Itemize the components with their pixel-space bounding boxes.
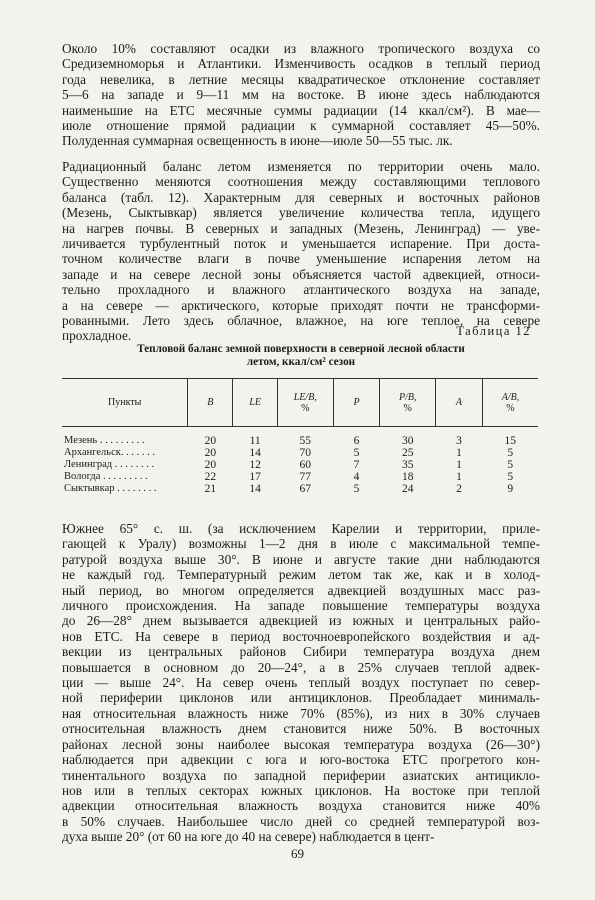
text-line: западе и на севере лесной зоны объясняется частой адвекцией, относи- (62, 266, 540, 282)
cell-pb: 25 (401, 447, 414, 459)
cell-p: 7 (353, 459, 360, 471)
text-line: ная относительная влажность ниже 70% (85%), из них в 30% случаев (62, 705, 540, 721)
cell-pb: 30 (401, 435, 414, 447)
page-number: 69 (291, 846, 304, 861)
header-b: B (188, 379, 233, 427)
cell-b: 20 (204, 435, 217, 447)
cell-ab: 9 (507, 483, 514, 495)
text-line: районах лесной зоны наиболее высокая температура воздуха (26—30°) (62, 736, 540, 752)
text-line: тинентального воздуха по западной периферии азиатских антицикло- (62, 767, 540, 783)
paragraph-precipitation (62, 41, 540, 149)
cell-p: 6 (353, 435, 360, 447)
text-line: на нагрев почвы. В северных и западных (Мезень, Ленинград) — уве- (62, 220, 540, 236)
table-row (62, 447, 538, 459)
cell-a: 3 (456, 435, 462, 447)
text-line: Средиземноморья и Атлантики. Изменчивость осадков в теплый период (62, 56, 540, 72)
table-gap (62, 427, 538, 436)
cell-a: 2 (456, 483, 462, 495)
table-title (62, 343, 540, 369)
text-line: личивается турбулентный поток и уменьшается испарение. При доста- (62, 236, 540, 252)
text-line: повышается в основном до 20—24°, а в 25% случаев теплой адвек- (62, 659, 540, 675)
header-p: P (333, 379, 380, 427)
table-row (62, 483, 538, 495)
paragraph-radiation-balance (62, 159, 540, 344)
header-p-b: P/B, % (380, 379, 435, 427)
cell-p: 4 (353, 471, 360, 483)
cell-leb: 60 (299, 459, 312, 471)
cell-b: 22 (204, 471, 217, 483)
text-line: ратурой воздуха выше 30°. В июне и августе такие дни наблюдаются (62, 551, 540, 567)
cell-le: 14 (249, 447, 261, 459)
text-line: июле отношение прямой радиации к суммарной составляет 45—50%. (62, 118, 540, 134)
cell-place: Сыктывкар . . . . . . . . (64, 483, 157, 494)
text-line: года невелика, в летние месяцы квадратическое отклонение составляет (62, 71, 540, 87)
text-line: духа выше 20° (от 60 на юге до 40 на севере) наблюдается в цент- (62, 829, 435, 845)
table-row (62, 471, 538, 483)
cell-place: Мезень . . . . . . . . . (64, 435, 145, 446)
cell-place: Вологда . . . . . . . . . (64, 471, 148, 482)
text-line: личного происхождения. На западе повышение температуры воздуха (62, 598, 540, 614)
text-line: Существенно меняются соотношения между составляющими теплового (62, 174, 540, 190)
text-line: в 50% случаев. Наибольшее число дней со средней температурой воз- (62, 813, 540, 829)
table-row (62, 435, 538, 447)
heat-balance-table (62, 378, 538, 495)
cell-a: 1 (456, 471, 462, 483)
cell-ab: 5 (507, 459, 514, 471)
header-a: A (435, 379, 482, 427)
cell-leb: 67 (299, 483, 312, 495)
cell-ab: 15 (504, 435, 516, 447)
cell-ab: 5 (507, 471, 514, 483)
cell-leb: 55 (299, 435, 312, 447)
text-line: рованными. Лето здесь облачное, влажное, на юге теплое, на севере (62, 313, 540, 329)
cell-b: 20 (204, 459, 217, 471)
text-line: Около 10% составляют осадки из влажного тропического воздуха со (62, 41, 540, 56)
text-line: ной периферии циклонов или антициклонов. Преобладает минималь- (62, 690, 540, 706)
text-line: гающей к Уралу) возможны 1—2 дня в июле с максимальной темпе- (62, 536, 540, 552)
text-line: до 26—28° днем вызывается адвекцией из южных и центральных райо- (62, 613, 540, 629)
header-le-b: LE/B, % (278, 379, 333, 427)
text-line: Полуденная суммарная освещенность в июне—июле 50—55 тыс. лк. (62, 133, 453, 149)
header-le: LE (233, 379, 278, 427)
cell-p: 5 (353, 447, 360, 459)
table-title-line1: Тепловой баланс земной поверхности в северной лесной области (137, 343, 465, 355)
text-line: наименьшие на ЕТС месячные суммы радиации (14 ккал/см²). В мае— (62, 102, 540, 118)
cell-le: 12 (249, 459, 261, 471)
cell-leb: 70 (299, 447, 312, 459)
cell-p: 5 (353, 483, 360, 495)
cell-pb: 35 (401, 459, 414, 471)
text-line: баланса (табл. 12). Характерным для северных и восточных районов (62, 189, 540, 205)
text-line: векции из центральных районов Сибири температура воздуха днем (62, 644, 540, 660)
text-line: тельно прохладного и влажного атлантического воздуха на западе, (62, 282, 540, 298)
cell-b: 21 (204, 483, 217, 495)
paragraph-temperature (62, 521, 540, 845)
table-number: Таблица 12 (456, 324, 531, 338)
cell-b: 20 (204, 447, 217, 459)
cell-leb: 77 (299, 471, 312, 483)
cell-ab: 5 (507, 447, 514, 459)
cell-place: Ленинград . . . . . . . . (64, 459, 155, 470)
text-line: адвекции относительная влажность воздуха становится ниже 40% (62, 798, 540, 814)
header-a-b: A/B, % (482, 379, 538, 427)
text-line: не каждый год. Температурный режим летом так же, как и в холод- (62, 567, 540, 583)
cell-pb: 24 (401, 483, 414, 495)
cell-le: 11 (249, 435, 261, 447)
text-line: ный период, во многом определяется адвекцией воздушных масс раз- (62, 582, 540, 598)
text-line: нов ЕТС. На севере в период восточноевропейского воздействия и ад- (62, 628, 540, 644)
header-place: Пункты (62, 379, 188, 427)
table-title-line2: летом, ккал/см² сезон (246, 356, 356, 368)
text-line: относительная влажность днем становится ниже 50%. В восточных (62, 721, 540, 737)
text-line: прохладное. (62, 328, 132, 344)
table-row (62, 459, 538, 471)
cell-a: 1 (456, 459, 462, 471)
table-header-row (62, 379, 538, 427)
cell-le: 17 (249, 471, 261, 483)
cell-a: 1 (456, 447, 462, 459)
text-line: 5—6 на западе и 9—11 мм на востоке. В июне здесь наблюдаются (62, 87, 540, 103)
text-line: наблюдается при адвекции с юга и юго-востока ЕТС прогретого кон- (62, 752, 540, 768)
text-line: а на севере — арктического, которые приходят почти не трансформи- (62, 297, 540, 313)
text-line: ции — выше 24°. На север очень теплый воздух поступает по север- (62, 675, 540, 691)
text-line: точном количестве влаги в почве уменьшение испарения летом на (62, 251, 540, 267)
cell-place: Архангельск. . . . . . . (64, 447, 155, 458)
cell-pb: 18 (401, 471, 414, 483)
cell-le: 14 (249, 483, 261, 495)
text-line: Южнее 65° с. ш. (за исключением Карелии и территории, приле- (62, 521, 540, 536)
text-line: нов или в теплых секторах южных циклонов. На востоке при теплой (62, 782, 540, 798)
text-line: (Мезень, Сыктывкар) является увеличение количества тепла, идущего (62, 205, 540, 221)
text-line: Радиационный баланс летом изменяется по территории очень мало. (62, 159, 540, 174)
